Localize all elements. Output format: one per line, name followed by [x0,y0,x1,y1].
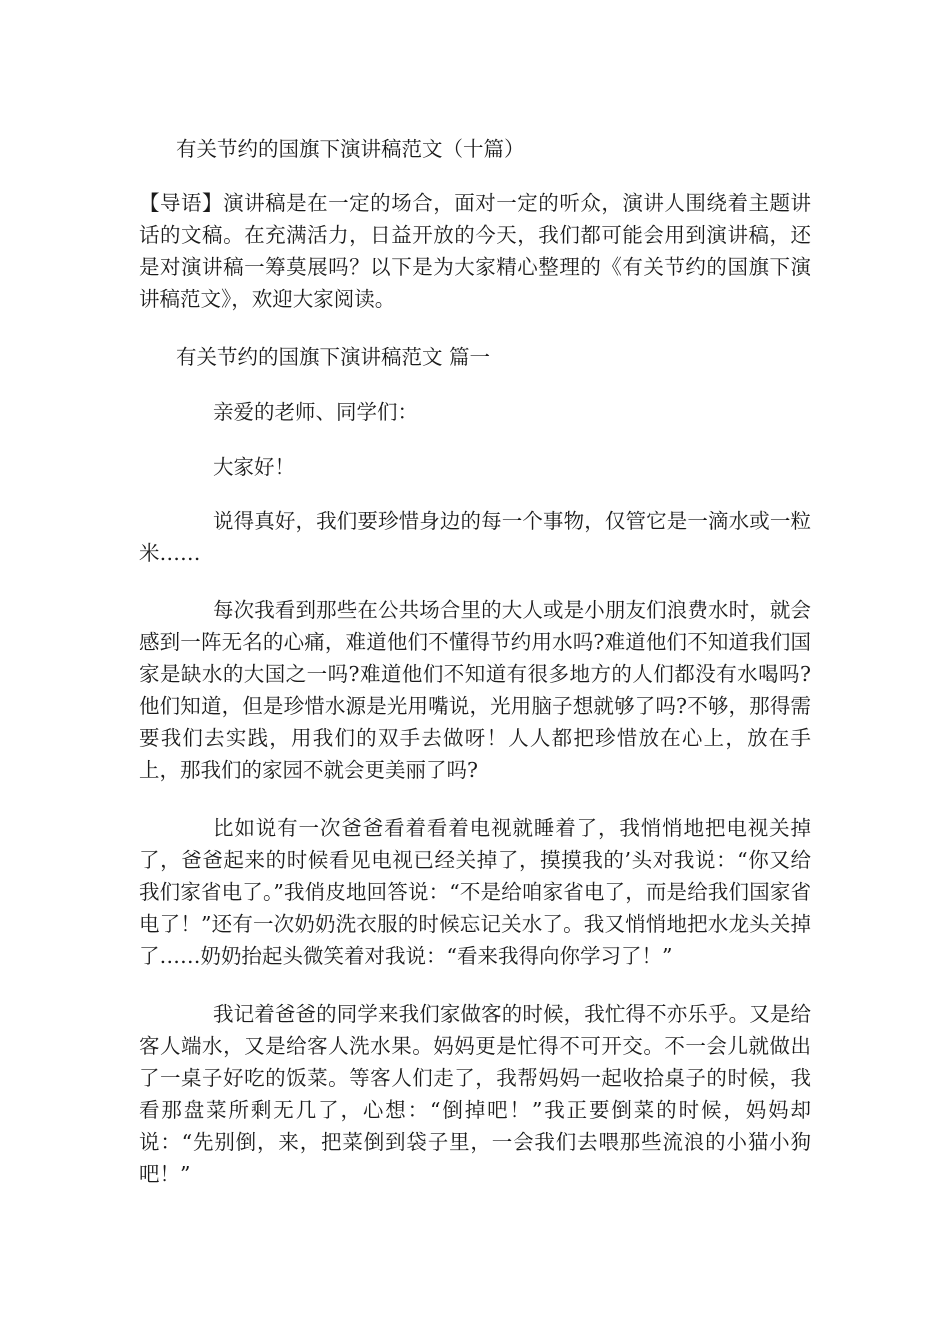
greeting: 大家好！ [213,455,295,479]
document-title: 有关节约的国旗下演讲稿范文（十篇） [176,137,525,161]
intro-paragraph: 【导语】演讲稿是在一定的场合，面对一定的听众，演讲人围绕着主题讲话的文稿。在充满活力，日益开放的今天，我们都可能会用到演讲稿，还是对演讲稿一筹莫展吗？以下是为大家精心整理的《有关节约的国旗下演讲稿范文》，欢迎大家阅读。 [139,191,811,311]
section-heading: 有关节约的国旗下演讲稿范文 篇一 [176,345,491,369]
body-paragraph-3: 比如说有一次爸爸看着看着电视就睡着了，我悄悄地把电视关掉了，爸爸起来的时候看见电视已经关掉了，摸摸我的’头对我说：“你又给我们家省电了。”我俏皮地回答说：“不是给咱家省电了，而是给我们国家省电了！”还有一次奶奶洗衣服的时候忘记关水了。我又悄悄地把水龙头关掉了……奶奶抬起头微笑着对我说：“看来我得向你学习了！” [139,816,811,968]
body-paragraph-1: 说得真好，我们要珍惜身边的每一个事物，仅管它是一滴水或一粒米…… [139,509,811,565]
salutation: 亲爱的老师、同学们： [213,400,418,424]
body-paragraph-2: 每次我看到那些在公共场合里的大人或是小朋友们浪费水时，就会感到一阵无名的心痛，难道他们不懂得节约用水吗?难道他们不知道我们国家是缺水的大国之一吗?难道他们不知道有很多地方的人们都没有水喝吗?他们知道，但是珍惜水源是光用嘴说，光用脑子想就够了吗?不够，那得需要我们去实践，用我们的双手去做呀！人人都把珍惜放在心上，放在手上，那我们的家园不就会更美丽了吗? [139,598,811,782]
body-paragraph-4: 我记着爸爸的同学来我们家做客的时候，我忙得不亦乐乎。又是给客人端水，又是给客人洗水果。妈妈更是忙得不可开交。不一会儿就做出了一桌子好吃的饭菜。等客人们走了，我帮妈妈一起收拾桌子的时候，我看那盘菜所剩无几了，心想：“倒掉吧！”我正要倒菜的时候，妈妈却说：“先别倒，来，把菜倒到袋子里，一会我们去喂那些流浪的小猫小狗吧！” [139,1002,811,1186]
